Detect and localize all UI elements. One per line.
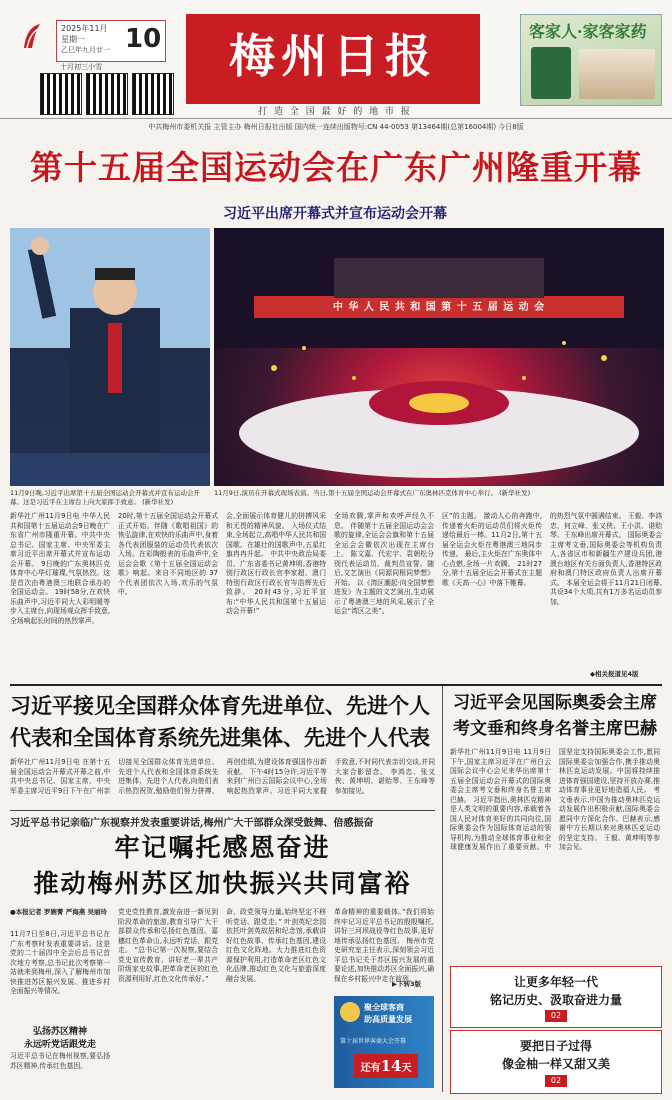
lead-column-3: 会,全面展示体育健儿的拼搏风采和无畏的精神风貌。 入场仪式结束,全场起立,高唱中华人民共和国国歌。在雄壮的国歌声中,五星红旗冉冉升起。 中共中央政治局委员、广东省委书记黄坤明,香港特别行政区行政长官李家超、澳门特别行政区行政长官岑浩辉先后致辞。 20时43分,习近平宣布:“中华人民共和国第十五届运动会开幕!” <box>226 512 326 615</box>
story3-headline-line1[interactable]: 牢记嘱托感恩奋进 <box>114 833 331 862</box>
paper-name: 梅州日报 <box>229 29 437 83</box>
teaser-1-line1: 让更多年轻一代 <box>513 975 598 989</box>
teaser-box-2[interactable] <box>450 1030 662 1094</box>
countdown-label: 还有 <box>360 1063 381 1074</box>
story2-body: 新华社广州11月9日电 在第十五届全国运动会开幕式开幕之前,中共中央总书记、国家主席、中央军委主席习近平9日下午在广州亲切接见全国群众体育先进单位、先进个人代表和全国体育系统先进集体、先进个人代表,向他们表示热烈祝贺,勉励他们努力拼搏、再创佳绩,为建设体育强国作出新贡献。 下午4时15分许,习近平等来到广州白云国际会议中心,全场响起热烈掌声。习近平同大家握手致意,不时同代表亲切交谈,并同大家合影留念。 李鸿忠、张又侠、黄坤明、谌贻琴、王东峰等参加接见。 <box>10 758 435 795</box>
qr-code-icon[interactable] <box>86 73 128 115</box>
story3-subtitle-2: 永远听党话跟党走 <box>23 1040 96 1050</box>
teaser-2-line1: 要把日子过得 <box>519 1039 592 1053</box>
medicine-box-icon <box>531 47 571 99</box>
lead-column-2: 20时,第十五届全国运动会开幕式正式开始。伴随《歌唱祖国》的恢弘旋律,在欢快的乐曲声中,身着各代表团服装的运动员代表依次入场。在彩陶般表的乐曲声中,全运会会歌《第十五届全国运动会歌》响起。来自不同地区的 37 个代表团依次入场,欢乐的气氛中。 <box>118 512 218 596</box>
promo-text-1: 聚全球客商 <box>364 1002 404 1012</box>
countdown-number: 14 <box>380 1057 402 1075</box>
promo-subtext: 第十届世界客商大会开幕 <box>340 1038 407 1045</box>
story3-column-1: 11月7日至8日,习近平总书记在广东考察时发表重要讲话。这是党的二十届四中全会后总书记首次地方考察,总书记此次考察第一站就来到梅州,深入了解梅州市加快推进苏区振兴发展、推进乡村全面振兴等情况。 <box>10 930 110 995</box>
info-bar: 中共梅州市委机关报 主管主办 梅州日报社出版 国内统一连续出版物号:CN 44-0053 第13464期(总第16004期) 今日8版 <box>0 118 672 135</box>
story2-headline-line2[interactable]: 代表和全国体育系统先进集体、先进个人代表 <box>10 725 430 750</box>
teaser-2-line2: 像金柚一样又甜又美 <box>501 1057 610 1071</box>
lead-column-6: 的热烈气氛中圆满结束。 王毅、李鸿忠、何立峰、张又侠、王小洪、谌贻琴、王东峰出席开幕式。 国际奥委会主席考文垂,国际奥委会等机构负责人,各省区市和新疆生产建设兵团,港澳台地区有关方面负责人,香港特区政府和澳门特区政府负责人出席开幕式。 本届全运会将于11月21日闭幕,共设34个大项,共有1万多名运动员参加。 <box>550 512 662 606</box>
story4-headline-line2[interactable]: 考文垂和终身名誉主席巴赫 <box>453 719 657 739</box>
slogan: 打 造 全 国 最 好 的 地 市 报 <box>258 107 412 117</box>
story3-column-3: 命、政党领导力量,始终坚定不移听党话、跟党走。” 叶剑英纪念园依托叶剑英故居和纪念馆,承载讲好红色故事、传承红色基因,建设红色文化阵地。大力推进红色资源保护利用,打造革命老区红色文化品牌,推动红色文化与旅游深度融合发展。 <box>226 908 326 983</box>
story3-column-4: 革命精神的重要载体。”我们将始终牢记习近平总书记的殷殷嘱托,讲好三河坝战役等红色故事,更好地传承弘扬红色基因。 梅州市党史研究室主任表示,深刻领会习近平总书记关于苏区振兴发展的重要论述,加快推动苏区全面振兴,确保在乡村振兴中走在前列。 <box>334 908 434 983</box>
newspaper-logo-icon <box>22 22 42 50</box>
stadium-banner: 中 华 人 民 共 和 国 第 十 五 届 运 动 会 <box>332 302 546 313</box>
story3-byline: ●本报记者 罗婉菁 严海燕 吴丽玲 <box>10 908 107 916</box>
photo-opening-ceremony <box>214 228 664 486</box>
story3-jump[interactable]: ▶下转3版 <box>392 980 422 988</box>
lead-jump[interactable]: ◆相关报道见4版 <box>590 670 639 678</box>
advertisement[interactable] <box>520 14 662 106</box>
lunar-date-2: 十月初三小雪 <box>60 63 102 71</box>
story4-body: 新华社广州11月9日电 11月9日下午,国家主席习近平在广州白云国际会议中心会见来华出席第十五届全国运动会开幕式的国际奥委会主席考文垂和终身名誉主席巴赫。 习近平指出,奥林匹克精神是人类文明的重要内容,承载着各国人民对体育美好的共同向往,国际奥委会作为国际体育运动的领导机构,为推动全球体育事业和全球健康发展作出了重要贡献。中国坚定支持国际奥委会工作,愿同国际奥委会加强合作,携手推动奥林匹克运动发展。中国将持续推进体育强国建设,坚持开放办赛,推动体育事业更好地造福人民。 考文垂表示,中国为推动奥林匹克运动发展作出积极贡献,国际奥委会愿同中方深化合作。巴赫表示,感谢中方长期以来对奥林匹克运动的坚定支持。 王毅、黄坤明等参加会见。 <box>450 748 660 851</box>
teaser-1-page: 02 <box>545 1010 567 1022</box>
teaser-1-line2: 铭记历史、汲取奋进力量 <box>489 993 622 1007</box>
weekday: 星期一 <box>61 35 85 44</box>
countdown-unit: 天 <box>401 1063 412 1074</box>
photo2-caption: 11月9日,演员在开幕式现场表演。当日,第十五届全国运动会开幕式在广东奥林匹克体育中心举行。 (新华社发) <box>214 489 531 497</box>
lead-subhead: 习近平出席开幕式并宣布运动会开幕 <box>223 206 447 222</box>
lead-column-4: 全场欢腾,掌声和欢呼声经久不息。 伴随第十五届全国运动会会歌的旋律,全运会会旗和第十五届全运会会徽依次出现在主席台上。 陈文嘉、代宏宇、袁朝松分别代表运动员、裁判员宣誓。随后,文艺演出《同源同根同梦想》开始。 以《湾区潮起·向全国梦想进发》为主题的文艺演出,生动展示了粤港澳三地的风采,展示了全运会“湾区之美”。 <box>334 512 434 615</box>
story3-column-1b: 习近平总书记在梅州视察,要弘扬苏区精神,传承红色基因。 <box>10 1052 110 1070</box>
ad-photo <box>579 49 655 99</box>
promo-text-2: 助高质量发展 <box>364 1014 412 1024</box>
lunar-date: 乙巳年九月廿一 <box>61 46 110 54</box>
story3-kicker: 习近平总书记亲临广东视察并发表重要讲话,梅州广大干部群众深受鼓舞、倍感振奋 <box>10 818 374 829</box>
divider <box>10 810 435 811</box>
teaser-2-page: 02 <box>545 1075 567 1087</box>
ad-title: 客家人·家客家药 <box>529 22 647 41</box>
lead-column-1: 新华社广州11月9日电 中华人民共和国第十五届运动会9日晚在广东省广州市隆重开幕。中共中央总书记、国家主席、中央军委主席习近平出席开幕式并宣布运动会开幕。 9日晚的广东奥林匹克体育中心华灯璀璨,气氛热烈。这是首次由粤港澳三地联合承办的全国运动会。 19时58分,在欢快乐曲声中,习近平同大人彩明暖等步入主席台,向现场观众挥手致意,全场响起长时间的热烈掌声。 <box>10 512 110 625</box>
date-box <box>56 20 166 62</box>
story2-headline-line1[interactable]: 习近平接见全国群众体育先进单位、先进个人 <box>10 693 430 718</box>
story3-subtitle-1: 弘扬苏区精神 <box>32 1027 87 1037</box>
story3-column-2: 党史党性教育,激发奋进一新见到阶段革命的旅游,教育引导广大干部群众传承和弘扬红色基因。嘉穗红色革命山,永远听党话、跟党走。 “总书记第一次视察,要结合党史宣传教育、讲好老一辈共产阶级家史故事,把革命老区的红色资源利用好,红色文化传承好。” <box>118 908 218 983</box>
promo-logo-icon <box>340 1002 360 1022</box>
lead-column-5: 区”的主题。 激动人心的奔跑中,传递着火炬的运动员们将火炬传递给最后一棒。11月2日,第十五届全运会火炬在粤港澳三地同步传递。 最后,主火炬在广东奥体中心点燃,全场一片欢腾。 21时27分,第十五届全运会开幕式在主题歌《天高一心》中落下帷幕。 <box>442 512 542 587</box>
date-year-month: 2025年11月 <box>61 24 108 33</box>
lead-headline[interactable]: 第十五届全国运动会在广东广州隆重开幕 <box>30 148 642 187</box>
masthead <box>0 0 672 116</box>
day-number: 10 <box>125 24 162 54</box>
story4-headline-line1[interactable]: 习近平会见国际奥委会主席 <box>453 693 657 713</box>
vertical-divider <box>442 686 443 1092</box>
qr-code-icon[interactable] <box>40 73 82 115</box>
story3-headline-line2[interactable]: 推动梅州苏区加快振兴共同富裕 <box>33 869 412 898</box>
countdown <box>354 1054 418 1078</box>
teaser-box-1[interactable] <box>450 966 662 1028</box>
paper-name-box <box>186 14 480 104</box>
qr-code-icon[interactable] <box>132 73 174 115</box>
photo-leader-waving <box>10 228 210 486</box>
promo-banner[interactable] <box>334 996 434 1088</box>
section-divider <box>10 684 662 686</box>
photo1-caption: 11月9日晚,习近平出席第十五届全国运动会开幕式并宣布运动会开幕。这是习近平在主席台上向大家挥手致意。 (新华社发) <box>10 489 200 506</box>
